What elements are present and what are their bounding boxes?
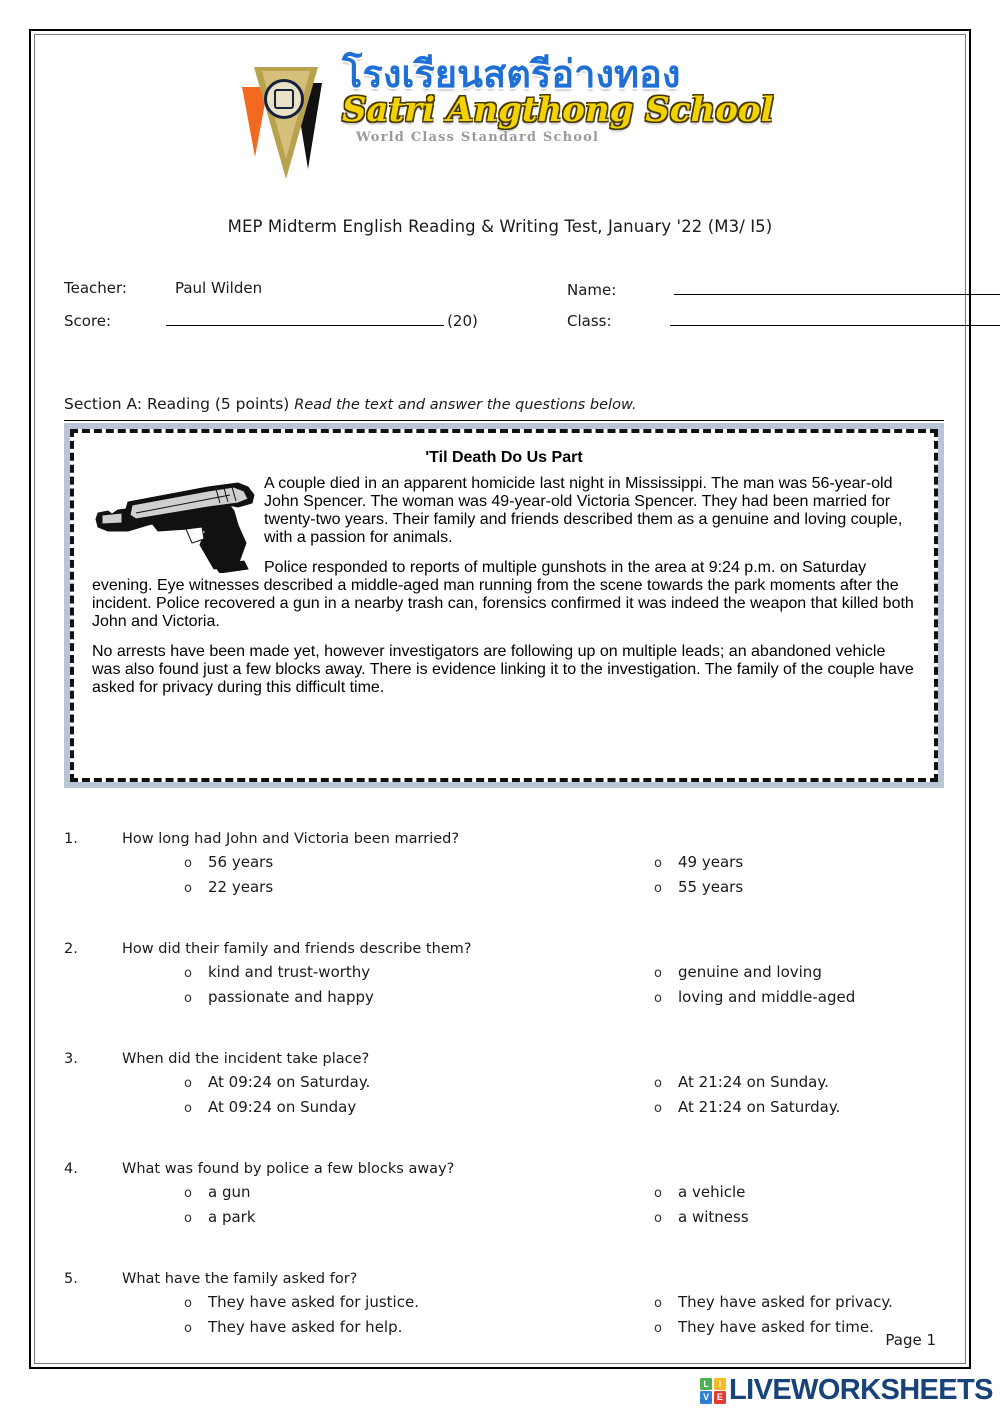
option-label: At 21:24 on Sunday. <box>678 1073 829 1091</box>
option-bullet-icon: o <box>654 1211 662 1226</box>
liveworksheets-wordmark: LIVEWORKSHEETS <box>729 1374 993 1406</box>
score-label: Score: <box>64 312 112 330</box>
score-input-line[interactable] <box>166 310 444 326</box>
student-info-block <box>64 279 944 345</box>
option-label: a witness <box>678 1208 749 1226</box>
question-number: 3. <box>64 1051 78 1067</box>
option-label: a park <box>208 1208 256 1226</box>
question-3 <box>64 1051 954 1161</box>
option-3b[interactable] <box>184 1098 356 1116</box>
option-5b[interactable] <box>184 1318 402 1336</box>
option-3d[interactable] <box>654 1098 840 1116</box>
question-text: How did their family and friends describe them? <box>122 941 472 957</box>
option-bullet-icon: o <box>654 1101 662 1116</box>
option-label: 55 years <box>678 878 744 896</box>
option-4d[interactable] <box>654 1208 749 1226</box>
option-label: 22 years <box>208 878 274 896</box>
name-label: Name: <box>567 281 617 299</box>
option-bullet-icon: o <box>184 1296 192 1311</box>
option-3c[interactable] <box>654 1073 829 1091</box>
school-name-thai: โรงเรียนสตรีอ่างทอง <box>342 52 681 96</box>
option-label: 56 years <box>208 853 274 871</box>
lw-letter-v: V <box>700 1391 712 1403</box>
school-logo <box>236 52 774 193</box>
name-row <box>567 279 1000 309</box>
question-number: 1. <box>64 831 78 847</box>
article-paragraph: Police responded to reports of multiple gunshots in the area at 9:24 p.m. on Saturday evening. Eye witnesses described a middle-aged man running from the scene towards the park moments after the incident. Police recovered a gun in a nearby trash can, forensics confirmed it was indeed the weapon that killed both John and Victoria. <box>92 559 914 630</box>
article-paragraph: No arrests have been made yet, however investigators are following up on multiple leads; an abandoned vehicle was also found just a few blocks away. There is evidence linking it to the investigation. The family of the couple have asked for privacy during this difficult time. <box>92 643 914 696</box>
option-4c[interactable] <box>654 1183 745 1201</box>
option-bullet-icon: o <box>654 1321 662 1336</box>
option-bullet-icon: o <box>654 881 662 896</box>
option-4a[interactable] <box>184 1183 251 1201</box>
option-label: They have asked for justice. <box>208 1293 419 1311</box>
option-5c[interactable] <box>654 1293 893 1311</box>
school-name-latin: Satri Angthong School <box>342 89 774 130</box>
option-bullet-icon: o <box>654 1186 662 1201</box>
score-row <box>64 310 478 340</box>
option-2c[interactable] <box>654 963 822 981</box>
option-label: loving and middle-aged <box>678 988 856 1006</box>
option-label: At 09:24 on Sunday <box>208 1098 357 1116</box>
page-border <box>29 29 971 1369</box>
option-1a[interactable] <box>184 853 273 871</box>
option-bullet-icon: o <box>654 966 662 981</box>
score-max-label: (20) <box>447 312 478 330</box>
question-5 <box>64 1271 954 1361</box>
liveworksheets-logo[interactable] <box>700 1376 993 1405</box>
section-a-instruction: Read the text and answer the questions below. <box>294 397 637 413</box>
option-bullet-icon: o <box>184 966 192 981</box>
school-crest-icon <box>236 57 336 189</box>
section-a-title: Section A: Reading (5 points) <box>64 395 290 413</box>
option-bullet-icon: o <box>184 1076 192 1091</box>
option-2b[interactable] <box>184 988 374 1006</box>
class-row <box>567 310 1000 340</box>
question-1 <box>64 831 954 941</box>
option-label: At 09:24 on Saturday. <box>208 1073 371 1091</box>
question-number: 4. <box>64 1161 78 1177</box>
option-5a[interactable] <box>184 1293 419 1311</box>
option-bullet-icon: o <box>184 1321 192 1336</box>
section-a-header <box>64 395 944 421</box>
option-1b[interactable] <box>184 878 273 896</box>
option-4b[interactable] <box>184 1208 256 1226</box>
question-text: How long had John and Victoria been married? <box>122 831 460 847</box>
option-2a[interactable] <box>184 963 370 981</box>
class-input-line[interactable] <box>670 310 1000 326</box>
option-label: At 21:24 on Saturday. <box>678 1098 841 1116</box>
lw-letter-l: L <box>700 1378 712 1390</box>
option-bullet-icon: o <box>184 881 192 896</box>
option-label: kind and trust-worthy <box>208 963 371 981</box>
option-label: 49 years <box>678 853 744 871</box>
question-number: 5. <box>64 1271 78 1287</box>
reading-passage-panel <box>64 423 944 788</box>
option-bullet-icon: o <box>654 856 662 871</box>
page-title: MEP Midterm English Reading & Writing Test, January '22 (M3/ I5) <box>227 217 773 236</box>
option-label: a vehicle <box>678 1183 746 1201</box>
option-bullet-icon: o <box>184 991 192 1006</box>
teacher-label: Teacher: <box>64 279 127 297</box>
class-label: Class: <box>567 312 612 330</box>
question-text: What was found by police a few blocks away? <box>122 1161 455 1177</box>
teacher-value: Paul Wilden <box>174 279 263 297</box>
option-label: They have asked for time. <box>678 1318 874 1336</box>
option-bullet-icon: o <box>184 1186 192 1201</box>
lw-letter-e: E <box>714 1391 726 1403</box>
option-label: They have asked for privacy. <box>678 1293 893 1311</box>
option-bullet-icon: o <box>184 1101 192 1116</box>
option-bullet-icon: o <box>184 856 192 871</box>
option-bullet-icon: o <box>654 991 662 1006</box>
option-3a[interactable] <box>184 1073 370 1091</box>
option-bullet-icon: o <box>654 1076 662 1091</box>
question-2 <box>64 941 954 1051</box>
article-title: 'Til Death Do Us Part <box>425 449 583 466</box>
option-bullet-icon: o <box>184 1211 192 1226</box>
option-5d[interactable] <box>654 1318 874 1336</box>
worksheet-page <box>31 31 969 1367</box>
option-label: a gun <box>208 1183 251 1201</box>
name-input-line[interactable] <box>674 279 1000 295</box>
option-label: passionate and happy <box>208 988 374 1006</box>
option-2d[interactable] <box>654 988 855 1006</box>
reading-passage-box <box>70 429 938 782</box>
article-paragraph: A couple died in an apparent homicide last night in Mississippi. The man was 56-year-old John Spencer. The woman was 49-year-old Victoria Spencer. They had been married for twenty-two years. Their family and friends described them as a genuine and loving couple, with a passion for animals. <box>264 475 903 546</box>
question-number: 2. <box>64 941 78 957</box>
liveworksheets-mark-icon <box>700 1378 726 1404</box>
school-tagline: World Class Standard School <box>356 129 600 145</box>
lw-letter-i: I <box>714 1378 726 1390</box>
question-text: What have the family asked for? <box>122 1271 358 1287</box>
page-number: Page 1 <box>885 1331 936 1349</box>
question-text: When did the incident take place? <box>122 1051 370 1067</box>
option-bullet-icon: o <box>654 1296 662 1311</box>
option-1c[interactable] <box>654 853 743 871</box>
option-label: They have asked for help. <box>208 1318 403 1336</box>
option-label: genuine and loving <box>678 963 822 981</box>
option-1d[interactable] <box>654 878 743 896</box>
teacher-row <box>64 279 262 309</box>
questions-list <box>64 831 954 1361</box>
question-4 <box>64 1161 954 1271</box>
pistol-icon <box>88 469 264 573</box>
